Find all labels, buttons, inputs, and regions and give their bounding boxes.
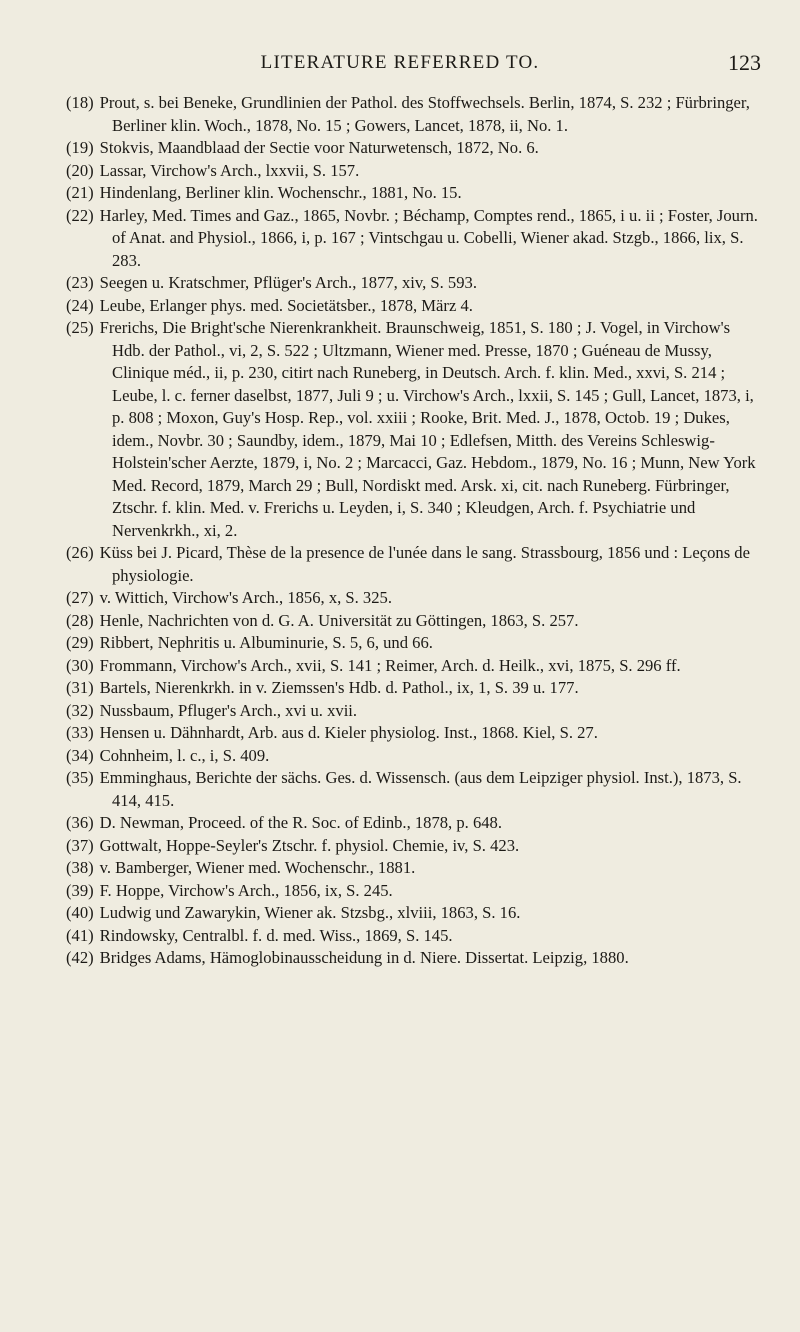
reference-item: [66, 700, 766, 723]
reference-item: [66, 745, 766, 768]
reference-item: [66, 295, 766, 318]
reference-number: (19): [66, 138, 94, 157]
reference-number: (27): [66, 588, 94, 607]
reference-item: [66, 182, 766, 205]
reference-text: Cohnheim, l. c., i, S. 409.: [99, 745, 270, 765]
reference-number: (31): [66, 678, 94, 697]
reference-number: (37): [66, 835, 94, 855]
reference-number: (28): [66, 610, 94, 630]
reference-text: Emminghaus, Berichte der sächs. Ges. d. Wissensch. (aus dem Leipziger physiol. Inst.), 1873, S. 414, 415.: [99, 768, 742, 810]
reference-number: (18): [66, 93, 94, 112]
reference-item: [66, 767, 766, 812]
reference-number: (34): [66, 745, 94, 765]
reference-item: [66, 160, 766, 183]
reference-text: Nussbaum, Pfluger's Arch., xvi u. xvii.: [99, 700, 358, 720]
reference-number: (25): [66, 318, 94, 337]
reference-number: (22): [66, 205, 94, 225]
reference-number: (20): [66, 160, 94, 180]
reference-item: [66, 947, 766, 970]
reference-text: Bridges Adams, Hämoglobinausscheidung in d. Niere. Dissertat. Leipzig, 1880.: [99, 948, 629, 967]
reference-text: Ribbert, Nephritis u. Albuminurie, S. 5, 6, und 66.: [99, 633, 433, 652]
reference-item: [66, 902, 766, 925]
reference-item: [66, 92, 766, 137]
reference-item: [66, 812, 766, 835]
reference-number: (21): [66, 183, 94, 202]
reference-number: (36): [66, 813, 94, 832]
reference-number: (35): [66, 768, 94, 787]
reference-item: [66, 587, 766, 610]
reference-text: Gottwalt, Hoppe-Seyler's Ztschr. f. physiol. Chemie, iv, S. 423.: [99, 835, 520, 855]
reference-item: [66, 655, 766, 678]
reference-number: (32): [66, 700, 94, 720]
reference-item: [66, 722, 766, 745]
reference-item: [66, 632, 766, 655]
reference-number: (39): [66, 880, 94, 900]
reference-number: (40): [66, 903, 94, 922]
reference-text: Leube, Erlanger phys. med. Societätsber., 1878, März 4.: [99, 295, 473, 315]
reference-text: D. Newman, Proceed. of the R. Soc. of Edinb., 1878, p. 648.: [99, 813, 502, 832]
reference-item: [66, 677, 766, 700]
reference-number: (38): [66, 858, 94, 877]
reference-item: [66, 317, 766, 542]
reference-text: Lassar, Virchow's Arch., lxxvii, S. 157.: [99, 160, 360, 180]
reference-text: Seegen u. Kratschmer, Pflüger's Arch., 1877, xiv, S. 593.: [99, 273, 477, 292]
reference-text: Hensen u. Dähnhardt, Arb. aus d. Kieler physiolog. Inst., 1868. Kiel, S. 27.: [99, 723, 598, 742]
reference-text: Prout, s. bei Beneke, Grundlinien der Pathol. des Stoffwechsels. Berlin, 1874, S. 232 ; Fürbringer, Berliner klin. Woch., 1878, No. 15 ; Gowers, Lancet, 1878, ii, No. 1.: [99, 93, 750, 135]
reference-text: Stokvis, Maandblaad der Sectie voor Naturwetensch, 1872, No. 6.: [99, 138, 539, 157]
reference-item: [66, 205, 766, 273]
reference-text: Ludwig und Zawarykin, Wiener ak. Stzsbg., xlviii, 1863, S. 16.: [99, 903, 521, 922]
reference-number: (42): [66, 948, 94, 967]
reference-text: Hindenlang, Berliner klin. Wochenschr., 1881, No. 15.: [99, 183, 462, 202]
reference-number: (26): [66, 543, 94, 562]
reference-item: [66, 137, 766, 160]
reference-number: (41): [66, 925, 94, 945]
reference-number: (29): [66, 633, 94, 652]
running-title: LITERATURE REFERRED TO.: [260, 52, 540, 73]
reference-text: Henle, Nachrichten von d. G. A. Universität zu Göttingen, 1863, S. 257.: [99, 610, 579, 630]
reference-text: Harley, Med. Times and Gaz., 1865, Novbr. ; Béchamp, Comptes rend., 1865, i u. ii ; Foster, Journ. of Anat. and Physiol., 1866, i, p. 167 ; Vintschgau u. Cobelli, Wiener akad. Stzgb., 1866, lix, S. 283.: [99, 205, 758, 270]
reference-text: Frommann, Virchow's Arch., xvii, S. 141 ; Reimer, Arch. d. Heilk., xvi, 1875, S. 296 ff.: [99, 655, 681, 675]
reference-item: [66, 857, 766, 880]
reference-item: [66, 542, 766, 587]
reference-text: Bartels, Nierenkrkh. in v. Ziemssen's Hdb. d. Pathol., ix, 1, S. 39 u. 177.: [99, 678, 579, 697]
reference-text: Küss bei J. Picard, Thèse de la presence de l'unée dans le sang. Strassbourg, 1856 und : Leçons de physiologie.: [99, 543, 750, 585]
reference-text: v. Bamberger, Wiener med. Wochenschr., 1881.: [99, 858, 416, 877]
reference-text: Rindowsky, Centralbl. f. d. med. Wiss., 1869, S. 145.: [99, 925, 453, 945]
page-number: 123: [728, 50, 761, 75]
reference-number: (33): [66, 723, 94, 742]
reference-number: (30): [66, 655, 94, 675]
reference-item: [66, 880, 766, 903]
reference-item: [66, 925, 766, 948]
reference-text: F. Hoppe, Virchow's Arch., 1856, ix, S. 245.: [99, 880, 393, 900]
reference-item: [66, 272, 766, 295]
reference-item: [66, 835, 766, 858]
reference-text: v. Wittich, Virchow's Arch., 1856, x, S. 325.: [99, 588, 392, 607]
page-header: [0, 52, 800, 82]
reference-text: Frerichs, Die Bright'sche Nierenkrankheit. Braunschweig, 1851, S. 180 ; J. Vogel, in Virchow's Hdb. der Pathol., vi, 2, S. 522 ; Ultzmann, Wiener med. Presse, 1870 ; Guéneau de Mussy, Clinique méd., ii, p. 230, citirt nach Runeberg, in Deutsch. Arch. f. klin. Med., xxvi, S. 214 ; Leube, l. c. ferner daselbst, 1877, Juli 9 ; u. Virchow's Arch., lxxii, S. 145 ; Gull, Lancet, 1873, i, p. 808 ; Moxon, Guy's Hosp. Rep., vol. xxiii ; Rooke, Brit. Med. J., 1878, Octob. 19 ; Dukes, idem., Novbr. 30 ; Saundby, idem., 1879, Mai 10 ; Edlefsen, Mitth. des Vereins Schleswig-Holstein'scher Aerzte, 1879, i, No. 2 ; Marcacci, Gaz. Hebdom., 1879, No. 16 ; Munn, New York Med. Record, 1879, March 29 ; Bull, Nordiskt med. Arsk. xi, cit. nach Runeberg. Fürbringer, Ztschr. f. klin. Med. v. Frerichs u. Leyden, i, S. 340 ; Kleudgen, Arch. f. Psychiatrie und Nervenkrkh., xi, 2.: [99, 318, 756, 540]
reference-number: (24): [66, 295, 94, 315]
reference-item: [66, 610, 766, 633]
reference-number: (23): [66, 273, 94, 292]
reference-list: [66, 92, 766, 970]
